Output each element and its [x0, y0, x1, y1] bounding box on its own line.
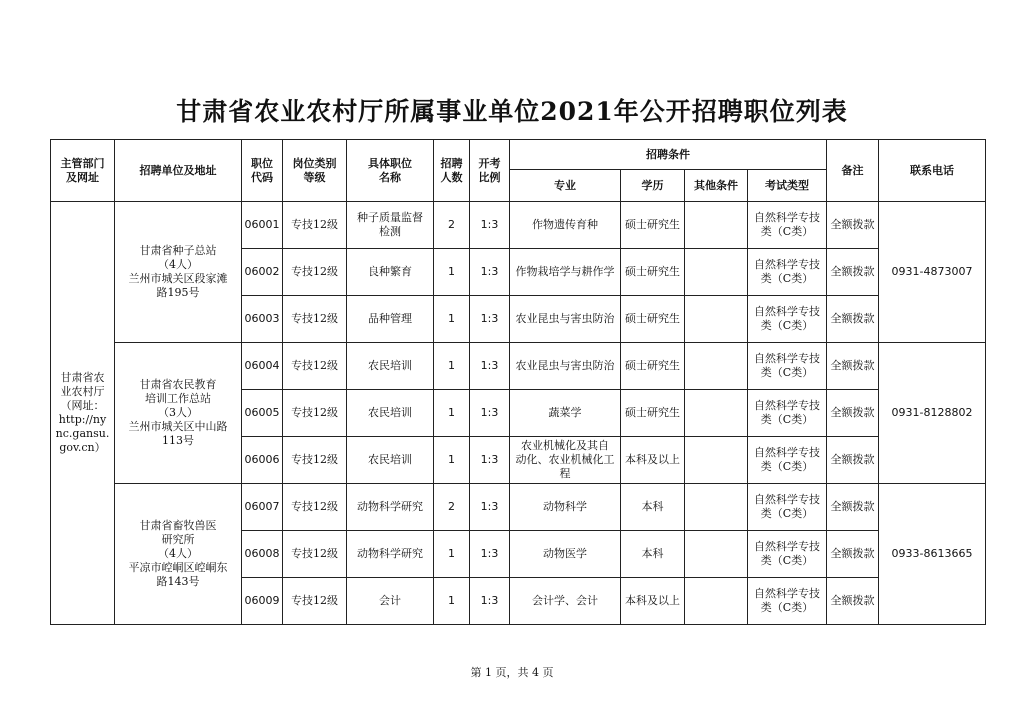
- code-cell: 06005: [242, 390, 283, 437]
- phone-cell: 0931-8128802: [879, 343, 986, 484]
- other-cell: [685, 202, 748, 249]
- count-cell: 1: [434, 343, 470, 390]
- position-cell: 品种管理: [347, 296, 434, 343]
- major-cell: 作物遗传育种: [510, 202, 621, 249]
- ratio-cell: 1:3: [470, 437, 510, 484]
- education-cell: 本科: [621, 531, 685, 578]
- major-cell: 蔬菜学: [510, 390, 621, 437]
- other-cell: [685, 343, 748, 390]
- remark-cell: 全额拨款: [827, 249, 879, 296]
- category-cell: 专技12级: [283, 390, 347, 437]
- code-cell: 06007: [242, 484, 283, 531]
- table-row: [51, 484, 986, 531]
- exam-cell: 自然科学专技 类（C类）: [748, 202, 827, 249]
- other-cell: [685, 578, 748, 625]
- education-cell: 硕士研究生: [621, 343, 685, 390]
- exam-cell: 自然科学专技 类（C类）: [748, 578, 827, 625]
- header-position: 具体职位 名称: [347, 140, 434, 202]
- count-cell: 1: [434, 578, 470, 625]
- remark-cell: 全额拨款: [827, 296, 879, 343]
- unit-cell: 甘肃省种子总站 （4人） 兰州市城关区段家滩 路195号: [115, 202, 242, 343]
- count-cell: 1: [434, 531, 470, 578]
- major-cell: 农业昆虫与害虫防治: [510, 343, 621, 390]
- header-education: 学历: [621, 170, 685, 202]
- unit-cell: 甘肃省农民教育 培训工作总站 （3人） 兰州市城关区中山路 113号: [115, 343, 242, 484]
- exam-cell: 自然科学专技 类（C类）: [748, 484, 827, 531]
- header-unit: 招聘单位及地址: [115, 140, 242, 202]
- exam-cell: 自然科学专技 类（C类）: [748, 343, 827, 390]
- exam-cell: 自然科学专技 类（C类）: [748, 437, 827, 484]
- count-cell: 1: [434, 437, 470, 484]
- header-major: 专业: [510, 170, 621, 202]
- position-cell: 农民培训: [347, 390, 434, 437]
- ratio-cell: 1:3: [470, 296, 510, 343]
- code-cell: 06002: [242, 249, 283, 296]
- table-row: [51, 343, 986, 390]
- position-cell: 会计: [347, 578, 434, 625]
- header-exam: 考试类型: [748, 170, 827, 202]
- remark-cell: 全额拨款: [827, 531, 879, 578]
- header-code: 职位 代码: [242, 140, 283, 202]
- remark-cell: 全额拨款: [827, 343, 879, 390]
- other-cell: [685, 484, 748, 531]
- table-body: [51, 202, 986, 625]
- job-table: [50, 139, 986, 625]
- header-conditions: 招聘条件: [510, 140, 827, 170]
- count-cell: 2: [434, 484, 470, 531]
- education-cell: 本科及以上: [621, 437, 685, 484]
- category-cell: 专技12级: [283, 249, 347, 296]
- other-cell: [685, 531, 748, 578]
- code-cell: 06009: [242, 578, 283, 625]
- dept-cell: 甘肃省农 业农村厅 （网址： http://ny nc.gansu. gov.cn）: [51, 202, 115, 625]
- education-cell: 硕士研究生: [621, 249, 685, 296]
- remark-cell: 全额拨款: [827, 437, 879, 484]
- category-cell: 专技12级: [283, 578, 347, 625]
- exam-cell: 自然科学专技 类（C类）: [748, 531, 827, 578]
- header-ratio: 开考 比例: [470, 140, 510, 202]
- header-dept: 主管部门 及网址: [51, 140, 115, 202]
- position-cell: 动物科学研究: [347, 531, 434, 578]
- remark-cell: 全额拨款: [827, 484, 879, 531]
- header-remark: 备注: [827, 140, 879, 202]
- ratio-cell: 1:3: [470, 249, 510, 296]
- position-cell: 农民培训: [347, 343, 434, 390]
- major-cell: 农业昆虫与害虫防治: [510, 296, 621, 343]
- category-cell: 专技12级: [283, 343, 347, 390]
- ratio-cell: 1:3: [470, 202, 510, 249]
- header-phone: 联系电话: [879, 140, 986, 202]
- major-cell: 农业机械化及其自 动化、农业机械化工 程: [510, 437, 621, 484]
- major-cell: 动物医学: [510, 531, 621, 578]
- table-row: [51, 202, 986, 249]
- exam-cell: 自然科学专技 类（C类）: [748, 249, 827, 296]
- remark-cell: 全额拨款: [827, 390, 879, 437]
- page-title: 甘肃省农业农村厅所属事业单位2021年公开招聘职位列表: [176, 97, 848, 126]
- category-cell: 专技12级: [283, 484, 347, 531]
- education-cell: 硕士研究生: [621, 202, 685, 249]
- count-cell: 1: [434, 249, 470, 296]
- code-cell: 06004: [242, 343, 283, 390]
- ratio-cell: 1:3: [470, 343, 510, 390]
- remark-cell: 全额拨款: [827, 202, 879, 249]
- header-count: 招聘 人数: [434, 140, 470, 202]
- major-cell: 作物栽培学与耕作学: [510, 249, 621, 296]
- ratio-cell: 1:3: [470, 390, 510, 437]
- other-cell: [685, 437, 748, 484]
- category-cell: 专技12级: [283, 202, 347, 249]
- code-cell: 06006: [242, 437, 283, 484]
- education-cell: 本科: [621, 484, 685, 531]
- position-cell: 良种繁育: [347, 249, 434, 296]
- major-cell: 会计学、会计: [510, 578, 621, 625]
- category-cell: 专技12级: [283, 531, 347, 578]
- phone-cell: 0933-8613665: [879, 484, 986, 625]
- ratio-cell: 1:3: [470, 531, 510, 578]
- category-cell: 专技12级: [283, 296, 347, 343]
- position-cell: 农民培训: [347, 437, 434, 484]
- count-cell: 1: [434, 390, 470, 437]
- position-cell: 动物科学研究: [347, 484, 434, 531]
- category-cell: 专技12级: [283, 437, 347, 484]
- count-cell: 2: [434, 202, 470, 249]
- remark-cell: 全额拨款: [827, 578, 879, 625]
- code-cell: 06003: [242, 296, 283, 343]
- page-footer: 第 1 页，共 4 页: [470, 666, 554, 679]
- education-cell: 硕士研究生: [621, 296, 685, 343]
- count-cell: 1: [434, 296, 470, 343]
- exam-cell: 自然科学专技 类（C类）: [748, 296, 827, 343]
- ratio-cell: 1:3: [470, 578, 510, 625]
- education-cell: 硕士研究生: [621, 390, 685, 437]
- code-cell: 06008: [242, 531, 283, 578]
- education-cell: 本科及以上: [621, 578, 685, 625]
- exam-cell: 自然科学专技 类（C类）: [748, 390, 827, 437]
- position-cell: 种子质量监督 检测: [347, 202, 434, 249]
- major-cell: 动物科学: [510, 484, 621, 531]
- other-cell: [685, 296, 748, 343]
- phone-cell: 0931-4873007: [879, 202, 986, 343]
- other-cell: [685, 249, 748, 296]
- code-cell: 06001: [242, 202, 283, 249]
- ratio-cell: 1:3: [470, 484, 510, 531]
- header-category: 岗位类别 等级: [283, 140, 347, 202]
- header-other: 其他条件: [685, 170, 748, 202]
- other-cell: [685, 390, 748, 437]
- unit-cell: 甘肃省畜牧兽医 研究所 （4人） 平凉市崆峒区崆峒东 路143号: [115, 484, 242, 625]
